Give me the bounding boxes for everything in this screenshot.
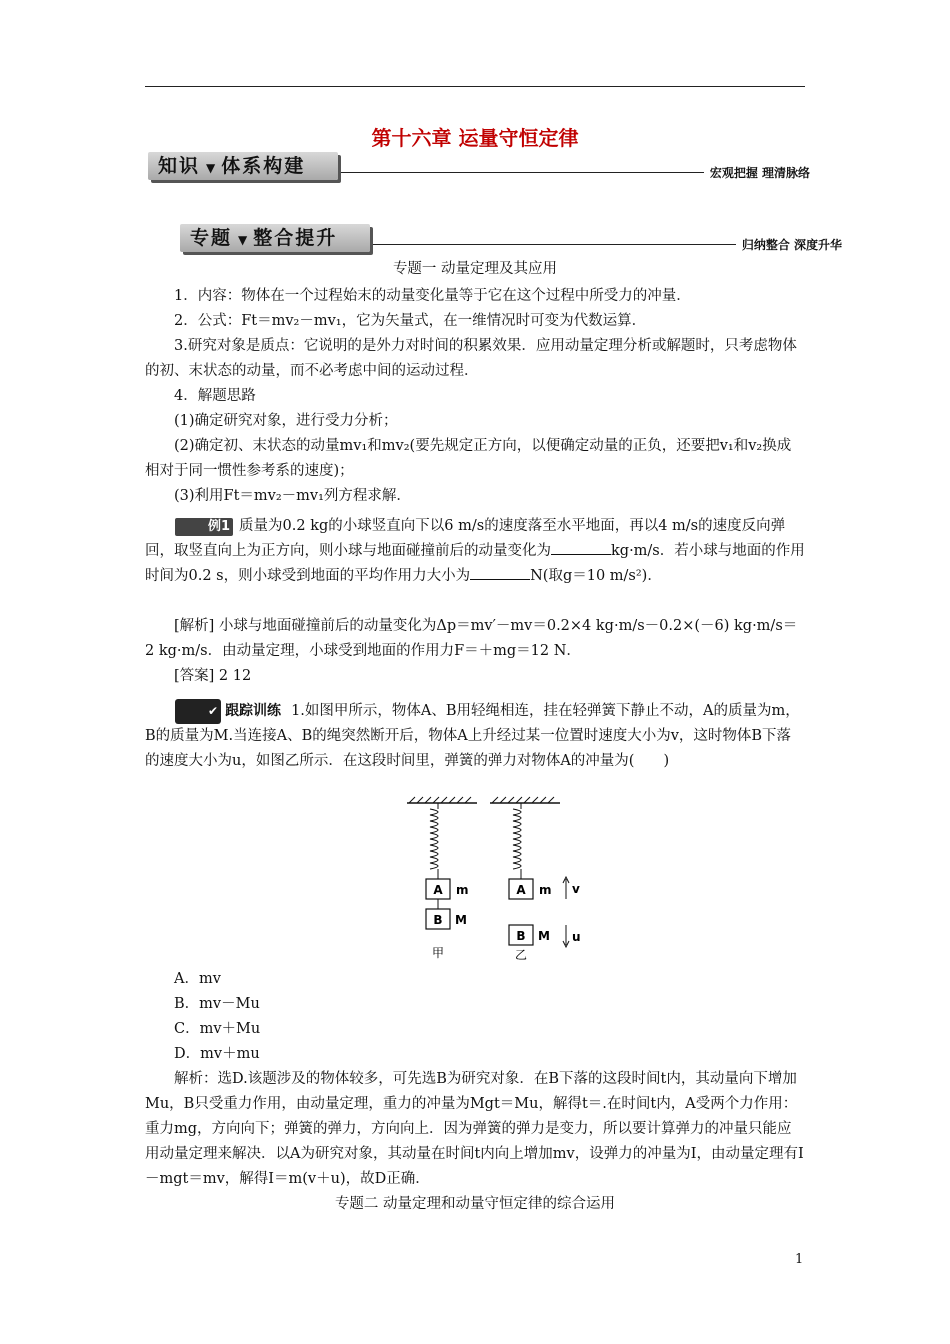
step-1: (1)确定研究对象，进行受力分析；	[174, 413, 398, 429]
banner-box	[180, 224, 370, 252]
topic1-title: 专题一 动量定理及其应用	[392, 261, 558, 277]
answer-blank-1	[551, 540, 611, 555]
caption-right: 乙	[514, 948, 528, 962]
banner-left: 专题	[190, 227, 233, 249]
mass-m-label: m	[456, 883, 469, 897]
training-text: 1.如图甲所示，物体A、B用轻绳相连，挂在轻弹簧下静止不动，A的质量为m，B的质量为M.当连接A、B的绳突然断开后，物体A上升经过某一位置时速度大小为v，这时物体B下落的速度大小为u，如图乙所示．在这段时间里，弹簧的弹力对物体A的冲量为( )	[145, 703, 800, 769]
mass-m-label: m	[539, 883, 552, 897]
option-c: C．mv＋Mu	[174, 1021, 261, 1037]
step-3: (3)利用Ft＝mv₂－mv₁列方程求解．	[174, 488, 411, 504]
example-text-3: N(取g＝10 m/s²)．	[530, 568, 662, 584]
example-answer: [答案] 2 12	[174, 668, 252, 684]
banner-right: 体系构建	[221, 155, 306, 177]
velocity-v-label: v	[572, 882, 580, 896]
ceiling-right	[490, 797, 560, 803]
mass-M-label: M	[455, 913, 467, 927]
top-rule	[145, 86, 805, 87]
object-line: 3.研究对象是质点：它说明的是外力对时间的积累效果．应用动量定理分析或解题时，只考虑物体的初、末状态的动量，而不必考虑中间的运动过程．	[145, 338, 797, 379]
spring-left	[430, 803, 438, 879]
content-line: 1．内容：物体在一个过程始末的动量变化量等于它在这个过程中所受力的冲量．	[174, 288, 691, 304]
page-number: 1	[795, 1252, 804, 1267]
option-b: B．mv－Mu	[174, 996, 260, 1012]
banner-box	[148, 152, 338, 180]
check-icon: ✔	[175, 699, 221, 724]
steps-heading: 4．解题思路	[174, 388, 256, 404]
banner-topics	[180, 224, 848, 254]
block-b-label: B	[516, 929, 526, 943]
banner-right: 整合提升	[253, 227, 338, 249]
example-label: 例1	[175, 518, 233, 536]
option-d: D．mv＋mu	[174, 1046, 260, 1062]
velocity-u-label: u	[572, 930, 581, 944]
triangle-icon: ▼	[206, 161, 216, 175]
caption-left: 甲	[431, 946, 445, 960]
example-question	[145, 514, 805, 589]
answer-blank-2	[470, 565, 530, 580]
banner-left: 知识	[158, 155, 201, 177]
block-a-label: A	[433, 883, 443, 897]
spring-right	[513, 803, 521, 879]
triangle-icon: ▼	[238, 233, 248, 247]
example-text-2: kg·m/s．若小球与地面的作用时间为0.2 s，则小球受到地面的平均作用力大小为	[145, 543, 805, 584]
step-2: (2)确定初、末状态的动量mv₁和mv₂(要先规定正方向，以便确定动量的正负，还要把v₁和v₂换成相对于同一惯性参考系的速度)；	[145, 438, 792, 479]
formula-line: 2．公式：Ft＝mv₂－mv₁，它为矢量式，在一维情况时可变为代数运算．	[174, 313, 647, 329]
ceiling-left	[407, 797, 477, 803]
example-text-1: 质量为0.2 kg的小球竖直向下以6 m/s的速度落至水平地面，再以4 m/s的速度反向弹回，取竖直向上为正方向，则小球与地面碰撞前后的动量变化为	[145, 518, 786, 559]
training-label: ✔ 跟踪训练	[175, 703, 281, 719]
option-a: A．mv	[174, 971, 221, 987]
block-b-label: B	[433, 913, 443, 927]
chapter-title: 第十六章 运量守恒定律	[371, 126, 579, 150]
spring-figure	[395, 795, 595, 965]
solution: 解析：选D.该题涉及的物体较多，可先选B为研究对象．在B下落的这段时间t内，其动量向下增加Mu，B只受重力作用，由动量定理，重力的冲量为Mgt＝Mu，解得t＝.在时间t内，A受两个力作用：重力mg，方向向下；弹簧的弹力，方向向上．因为弹簧的弹力是变力，所以要计算弹力的冲量只能应用动量定理来解决．以A为研究对象，其动量在时间t内向上增加mv，设弹力的冲量为I，由动量定理有I－mgt＝mv，解得I＝m(v＋u)，故D正确．	[145, 1071, 804, 1187]
mass-M-label: M	[538, 929, 550, 943]
block-a-label: A	[516, 883, 526, 897]
example-analysis: [解析] 小球与地面碰撞前后的动量变化为Δp＝mv′－mv＝0.2×4 kg·m/s－0.2×(－6) kg·m/s＝2 kg·m/s．由动量定理，小球受到地面的作用力F＝＋mg＝12 N．	[145, 618, 798, 659]
banner-tag: 宏观把握 理清脉络	[704, 164, 816, 181]
banner-tag: 归纳整合 深度升华	[736, 236, 848, 253]
topic2-title: 专题二 动量定理和动量守恒定律的综合运用	[334, 1196, 616, 1212]
training-question	[145, 699, 805, 774]
banner-knowledge	[148, 152, 816, 182]
